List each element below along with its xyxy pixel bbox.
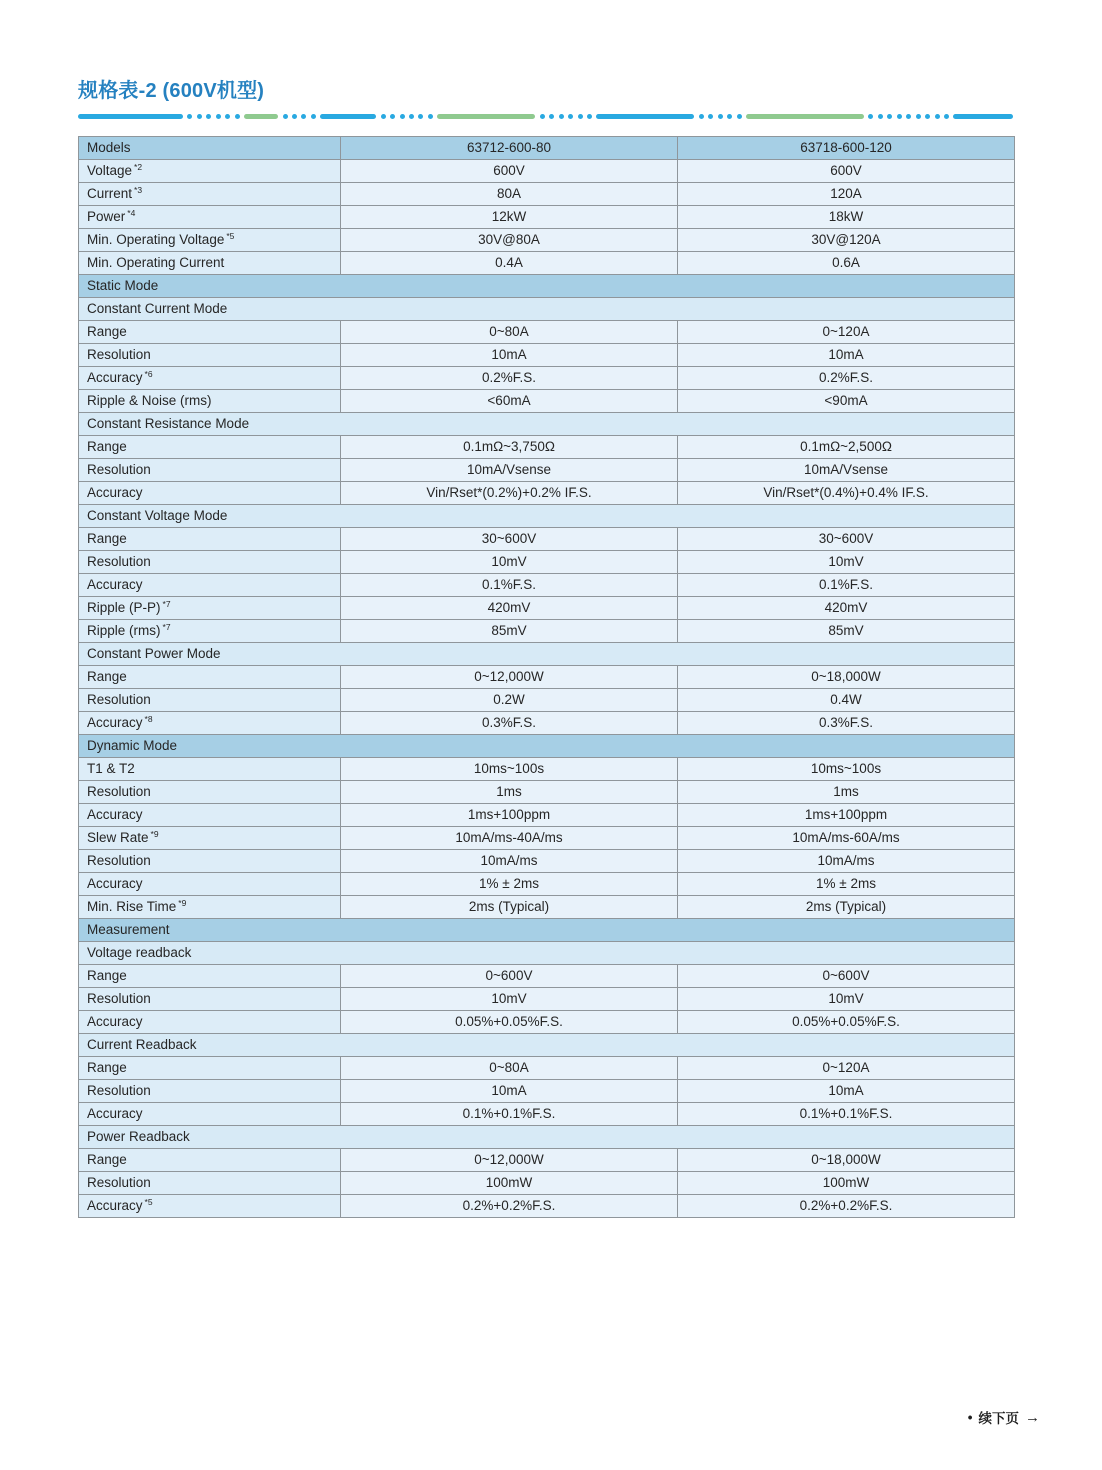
subsection-label: Power Readback <box>79 1126 1015 1149</box>
spec-value-cell-2: 10mA <box>678 1080 1015 1103</box>
separator-dot <box>400 114 405 119</box>
spec-row <box>79 528 1015 551</box>
footnote-marker: *6 <box>144 368 153 379</box>
spec-value-cell-1: 0.05%+0.05%F.S. <box>341 1011 678 1034</box>
spec-value-cell-1: 0~80A <box>341 1057 678 1080</box>
spec-value-cell-2: 30~600V <box>678 528 1015 551</box>
decorative-separator <box>78 113 1014 119</box>
separator-dot <box>381 114 386 119</box>
spec-row <box>79 1057 1015 1080</box>
spec-label-cell: Min. Operating Voltage $^{*5}$ <box>79 229 341 252</box>
subsection-row <box>79 643 1015 666</box>
spec-value-cell-2: 0.1%F.S. <box>678 574 1015 597</box>
spec-row <box>79 781 1015 804</box>
spec-label-cell: Slew Rate $^{*9}$ <box>79 827 341 850</box>
spec-label-cell: Accuracy <box>79 1103 341 1126</box>
spec-label-cell: Power $^{*4}$ <box>79 206 341 229</box>
spec-row <box>79 804 1015 827</box>
section-label: Measurement <box>79 919 1015 942</box>
separator-dot <box>549 114 554 119</box>
arrow-right-icon: → <box>1025 1408 1040 1426</box>
footer-next-page-label: 续下页 <box>978 1411 1019 1426</box>
spec-value-cell-1: 600V <box>341 160 678 183</box>
spec-label-cell: Accuracy <box>79 574 341 597</box>
footer-next-page <box>968 1407 1040 1427</box>
spec-value-cell-1: 1ms <box>341 781 678 804</box>
spec-value-cell-2: 1ms+100ppm <box>678 804 1015 827</box>
spec-row <box>79 965 1015 988</box>
spec-value-cell-1: 10mV <box>341 551 678 574</box>
separator-dot <box>699 114 704 119</box>
spec-value-cell-2: 0.2%+0.2%F.S. <box>678 1195 1015 1218</box>
spec-row <box>79 1172 1015 1195</box>
spec-value-cell-2: 600V <box>678 160 1015 183</box>
spec-value-cell-1: 0.3%F.S. <box>341 712 678 735</box>
spec-label-cell: Resolution <box>79 1080 341 1103</box>
spec-value-cell-1: 10mA/ms <box>341 850 678 873</box>
separator-dot <box>301 114 306 119</box>
spec-value-cell-1: 80A <box>341 183 678 206</box>
spec-value-cell-1: 0.2W <box>341 689 678 712</box>
separator-dot <box>559 114 564 119</box>
footnote-marker: *2 <box>134 161 143 172</box>
spec-label-cell: Resolution <box>79 459 341 482</box>
spec-value-cell-1: 0.1mΩ~3,750Ω <box>341 436 678 459</box>
separator-dot <box>216 114 221 119</box>
spec-value-cell-1: 0~600V <box>341 965 678 988</box>
spec-value-cell-2: 10mA/ms-60A/ms <box>678 827 1015 850</box>
spec-row <box>79 1080 1015 1103</box>
spec-value-cell-2: 100mW <box>678 1172 1015 1195</box>
spec-value-cell-1: 420mV <box>341 597 678 620</box>
spec-row <box>79 620 1015 643</box>
subsection-row <box>79 298 1015 321</box>
models-header-cell: Models <box>79 137 341 160</box>
spec-row <box>79 666 1015 689</box>
spec-label-cell: Resolution <box>79 344 341 367</box>
spec-label-cell: Range <box>79 1149 341 1172</box>
footnote-marker: *5 <box>226 230 235 241</box>
spec-value-cell-1: 10mA <box>341 344 678 367</box>
spec-value-cell-1: 10mA/Vsense <box>341 459 678 482</box>
spec-row <box>79 1103 1015 1126</box>
spec-value-cell-2: 2ms (Typical) <box>678 896 1015 919</box>
spec-value-cell-2: 10mV <box>678 551 1015 574</box>
spec-value-cell-1: 0.2%+0.2%F.S. <box>341 1195 678 1218</box>
footnote-marker: *5 <box>144 1196 153 1207</box>
spec-label-cell: Resolution <box>79 781 341 804</box>
spec-value-cell-2: 420mV <box>678 597 1015 620</box>
spec-value-cell-1: Vin/Rset*(0.2%)+0.2% IF.S. <box>341 482 678 505</box>
separator-dot <box>225 114 230 119</box>
spec-row <box>79 551 1015 574</box>
spec-value-cell-2: 0~18,000W <box>678 666 1015 689</box>
separator-dot <box>708 114 713 119</box>
separator-dot <box>727 114 732 119</box>
spec-value-cell-1: 0.1%+0.1%F.S. <box>341 1103 678 1126</box>
spec-row <box>79 689 1015 712</box>
spec-label-cell: Min. Operating Current <box>79 252 341 275</box>
separator-dash <box>320 114 376 119</box>
separator-dot <box>868 114 873 119</box>
spec-row <box>79 252 1015 275</box>
spec-row <box>79 873 1015 896</box>
footnote-marker: *8 <box>144 713 153 724</box>
spec-value-cell-2: 85mV <box>678 620 1015 643</box>
separator-dot <box>916 114 921 119</box>
spec-value-cell-1: 12kW <box>341 206 678 229</box>
subsection-row <box>79 413 1015 436</box>
header-row <box>79 137 1015 160</box>
spec-row <box>79 850 1015 873</box>
spec-value-cell-2: 10mA <box>678 344 1015 367</box>
footer-bullet-icon: • <box>967 1409 973 1425</box>
spec-label-cell: Accuracy $^{*5}$ <box>79 1195 341 1218</box>
spec-row <box>79 183 1015 206</box>
subsection-label: Voltage readback <box>79 942 1015 965</box>
spec-label-cell: Ripple (P-P) $^{*7}$ <box>79 597 341 620</box>
spec-value-cell-1: 30~600V <box>341 528 678 551</box>
separator-dot <box>578 114 583 119</box>
spec-value-cell-1: 0~12,000W <box>341 1149 678 1172</box>
spec-value-cell-2: 0.1mΩ~2,500Ω <box>678 436 1015 459</box>
footnote-marker: *9 <box>178 897 187 908</box>
separator-dot <box>944 114 949 119</box>
spec-value-cell-1: 2ms (Typical) <box>341 896 678 919</box>
spec-value-cell-1: <60mA <box>341 390 678 413</box>
footnote-marker: *9 <box>150 828 159 839</box>
separator-dot <box>235 114 240 119</box>
spec-value-cell-1: 85mV <box>341 620 678 643</box>
spec-value-cell-2: 10mA/ms <box>678 850 1015 873</box>
separator-dot <box>418 114 423 119</box>
spec-value-cell-1: 10mV <box>341 988 678 1011</box>
separator-dot <box>187 114 192 119</box>
spec-label-cell: Accuracy <box>79 1011 341 1034</box>
spec-row <box>79 367 1015 390</box>
spec-row <box>79 482 1015 505</box>
spec-row <box>79 1011 1015 1034</box>
separator-dot <box>197 114 202 119</box>
subsection-row <box>79 505 1015 528</box>
spec-label-cell: Resolution <box>79 689 341 712</box>
spec-value-cell-2: 0~120A <box>678 321 1015 344</box>
spec-label-cell: Accuracy $^{*6}$ <box>79 367 341 390</box>
footnote-marker: *7 <box>162 621 171 632</box>
separator-dot <box>206 114 211 119</box>
section-row <box>79 735 1015 758</box>
section-label: Static Mode <box>79 275 1015 298</box>
spec-label-cell: Ripple (rms) $^{*7}$ <box>79 620 341 643</box>
subsection-label: Constant Current Mode <box>79 298 1015 321</box>
spec-value-cell-2: 0~120A <box>678 1057 1015 1080</box>
separator-dot <box>283 114 288 119</box>
separator-dot <box>887 114 892 119</box>
subsection-label: Constant Power Mode <box>79 643 1015 666</box>
spec-label-cell: Accuracy $^{*8}$ <box>79 712 341 735</box>
spec-value-cell-1: 30V@80A <box>341 229 678 252</box>
spec-value-cell-1: 0~80A <box>341 321 678 344</box>
spec-row <box>79 827 1015 850</box>
spec-value-cell-2: 0.1%+0.1%F.S. <box>678 1103 1015 1126</box>
spec-label-cell: Resolution <box>79 1172 341 1195</box>
section-row <box>79 275 1015 298</box>
spec-value-cell-2: 1ms <box>678 781 1015 804</box>
separator-dot <box>568 114 573 119</box>
spec-value-cell-2: <90mA <box>678 390 1015 413</box>
separator-dot <box>897 114 902 119</box>
spec-value-cell-2: 0.2%F.S. <box>678 367 1015 390</box>
footnote-marker: *4 <box>127 207 136 218</box>
spec-label-cell: Resolution <box>79 551 341 574</box>
spec-value-cell-1: 100mW <box>341 1172 678 1195</box>
footnote-marker: *7 <box>162 598 171 609</box>
spec-row <box>79 229 1015 252</box>
spec-row <box>79 436 1015 459</box>
spec-label-cell: Accuracy <box>79 804 341 827</box>
separator-dot <box>737 114 742 119</box>
spec-label-cell: Range <box>79 436 341 459</box>
spec-value-cell-1: 1% ± 2ms <box>341 873 678 896</box>
spec-value-cell-1: 0.4A <box>341 252 678 275</box>
footnote-marker: *3 <box>134 184 143 195</box>
spec-row <box>79 758 1015 781</box>
spec-row <box>79 459 1015 482</box>
spec-label-cell: Range <box>79 321 341 344</box>
spec-value-cell-2: 120A <box>678 183 1015 206</box>
spec-row <box>79 160 1015 183</box>
separator-dot <box>906 114 911 119</box>
separator-dash <box>953 114 1013 119</box>
spec-row <box>79 1195 1015 1218</box>
separator-dot <box>878 114 883 119</box>
spec-value-cell-1: 0.2%F.S. <box>341 367 678 390</box>
spec-row <box>79 574 1015 597</box>
subsection-row <box>79 1126 1015 1149</box>
spec-value-cell-1: 0.1%F.S. <box>341 574 678 597</box>
spec-label-cell: Range <box>79 965 341 988</box>
spec-label-cell: Ripple & Noise (rms) <box>79 390 341 413</box>
spec-row <box>79 344 1015 367</box>
spec-value-cell-2: 0.05%+0.05%F.S. <box>678 1011 1015 1034</box>
spec-value-cell-2: Vin/Rset*(0.4%)+0.4% IF.S. <box>678 482 1015 505</box>
separator-dot <box>409 114 414 119</box>
spec-table-body <box>79 137 1015 1218</box>
subsection-label: Constant Voltage Mode <box>79 505 1015 528</box>
spec-value-cell-2: 0~600V <box>678 965 1015 988</box>
spec-value-cell-2: 10mV <box>678 988 1015 1011</box>
spec-value-cell-2: 0.3%F.S. <box>678 712 1015 735</box>
spec-label-cell: T1 & T2 <box>79 758 341 781</box>
model-name-cell-1: 63712-600-80 <box>341 137 678 160</box>
separator-dash <box>596 114 694 119</box>
separator-dot <box>292 114 297 119</box>
subsection-label: Current Readback <box>79 1034 1015 1057</box>
spec-row <box>79 390 1015 413</box>
spec-label-cell: Current $^{*3}$ <box>79 183 341 206</box>
spec-value-cell-2: 10ms~100s <box>678 758 1015 781</box>
subsection-row <box>79 1034 1015 1057</box>
separator-dot <box>540 114 545 119</box>
spec-label-cell: Voltage $^{*2}$ <box>79 160 341 183</box>
page-title: 规格表-2 (600V机型) <box>78 80 265 102</box>
section-row <box>79 919 1015 942</box>
spec-row <box>79 896 1015 919</box>
spec-label-cell: Resolution <box>79 988 341 1011</box>
separator-dot <box>935 114 940 119</box>
separator-dot <box>390 114 395 119</box>
separator-dash <box>244 114 278 119</box>
spec-row <box>79 1149 1015 1172</box>
spec-value-cell-2: 0~18,000W <box>678 1149 1015 1172</box>
subsection-row <box>79 942 1015 965</box>
section-label: Dynamic Mode <box>79 735 1015 758</box>
spec-row <box>79 988 1015 1011</box>
spec-value-cell-2: 30V@120A <box>678 229 1015 252</box>
spec-value-cell-2: 1% ± 2ms <box>678 873 1015 896</box>
spec-value-cell-2: 10mA/Vsense <box>678 459 1015 482</box>
spec-label-cell: Range <box>79 666 341 689</box>
spec-label-cell: Accuracy <box>79 873 341 896</box>
spec-row <box>79 597 1015 620</box>
separator-dot <box>428 114 433 119</box>
separator-dash <box>78 114 183 119</box>
model-name-cell-2: 63718-600-120 <box>678 137 1015 160</box>
spec-value-cell-1: 10mA <box>341 1080 678 1103</box>
spec-row <box>79 321 1015 344</box>
spec-value-cell-1: 10ms~100s <box>341 758 678 781</box>
separator-dot <box>587 114 592 119</box>
spec-value-cell-2: 0.6A <box>678 252 1015 275</box>
spec-value-cell-1: 1ms+100ppm <box>341 804 678 827</box>
spec-value-cell-1: 10mA/ms-40A/ms <box>341 827 678 850</box>
spec-label-cell: Min. Rise Time $^{*9}$ <box>79 896 341 919</box>
separator-dot <box>311 114 316 119</box>
spec-label-cell: Range <box>79 1057 341 1080</box>
spec-table <box>78 136 1015 1218</box>
spec-value-cell-2: 18kW <box>678 206 1015 229</box>
spec-row <box>79 712 1015 735</box>
separator-dash <box>437 114 535 119</box>
separator-dash <box>746 114 864 119</box>
spec-value-cell-2: 0.4W <box>678 689 1015 712</box>
spec-label-cell: Resolution <box>79 850 341 873</box>
separator-dot <box>925 114 930 119</box>
separator-dot <box>718 114 723 119</box>
spec-label-cell: Range <box>79 528 341 551</box>
spec-label-cell: Accuracy <box>79 482 341 505</box>
subsection-label: Constant Resistance Mode <box>79 413 1015 436</box>
spec-value-cell-1: 0~12,000W <box>341 666 678 689</box>
page-content <box>78 74 1014 1218</box>
spec-row <box>79 206 1015 229</box>
